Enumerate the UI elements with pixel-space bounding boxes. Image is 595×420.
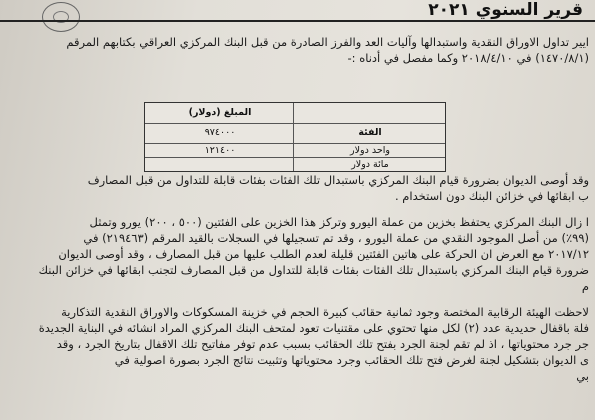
paragraph-line: (٩٩٪) من أصل الموجود النقدي من عملة اليورو ، وقد تم تسجيلها في السجلات بالقيد المرقم (٢١٩٤٦٣) في — [83, 231, 589, 245]
paragraph-line: ا زال البنك المركزي يحتفظ بخزين من عملة اليورو وتركز هذا الخزين على الفئتين (٥٠٠ ، ٢٠٠) يورو وتمثل — [89, 215, 589, 229]
paragraph-line: ضرورة قيام البنك المركزي باستبدال تلك الفئات بفئات قابلة للتداول من قبل المصارف لتجنب ابقائها في خزائن البنك — [38, 263, 589, 277]
table-cell-amount: ١٢١٤٠٠ — [204, 145, 236, 156]
table-row-divider — [145, 123, 445, 124]
paragraph-line: جر جرد محتوياتها ، اذ لم تقم لجنة الجرد بفتح تلك الحقائب بسبب عدم توفر مفاتيح تلك الاقفال بتاريخ الجرد ، وقد — [56, 337, 589, 351]
paragraph-line: وقد أوصى الديوان بضرورة قيام البنك المركزي باستبدال تلك الفئات بفئات قابلة للتداول من قبل المصارف — [87, 173, 589, 187]
paragraph-line: ٢٠١٧/١٢ مع العرض ان الحركة على هاتين الفئتين قليلة لعدم الطلب عليها من قبل المصارف ، وقد أوصى الديوان — [58, 247, 589, 261]
table-cell-category: واحد دولار — [350, 145, 390, 156]
paragraph-line: ب ابقائها في خزائن البنك دون استخدام . — [394, 189, 589, 203]
paragraph-line: م — [581, 279, 589, 293]
paragraph-line: بي — [576, 369, 589, 383]
table-cell-category: مائة دولار — [351, 159, 389, 170]
table-header-amount: المبلغ (دولار) — [188, 107, 252, 118]
report-header-title: قرير السنوي ٢٠٢١ — [428, 0, 583, 20]
table-row-divider — [145, 157, 445, 158]
table-header-category: الفئة — [358, 127, 382, 138]
currency-table — [144, 102, 446, 172]
paragraph-line: ايير تداول الاوراق النقدية واستبدالها وآليات العد والفرز الصادرة من قبل البنك المركزي العراقي بكتابهم المرقم — [66, 35, 589, 49]
table-row-divider — [145, 143, 445, 144]
paragraph-line: فلة باقفال حديدية عدد (٢) لكل منها تحتوي على مقتنيات تعود لمتحف البنك المركزي المراد انشائه في البناية الجديدة — [38, 321, 589, 335]
table-cell-amount: ٩٧٤٠٠٠ — [204, 127, 236, 138]
paragraph-line: (١٤٧٠/٨/١) في ٢٠١٨/٤/١٠ وكما مفصل في أدناه :- — [347, 51, 589, 65]
table-column-divider — [293, 103, 294, 171]
paragraph-line: لاحظت الهيئة الرقابية المختصة وجود ثمانية حقائب كبيرة الحجم في خزينة المسكوكات والاوراق النقدية التذكارية — [61, 305, 589, 319]
paragraph-line: ى الديوان بتشكيل لجنة لغرض فتح تلك الحقائب وجرد محتوياتها وتثبيت نتائج الجرد بصورة اصولية في — [114, 353, 589, 367]
emblem-icon — [42, 2, 80, 32]
header-rule — [0, 20, 595, 22]
